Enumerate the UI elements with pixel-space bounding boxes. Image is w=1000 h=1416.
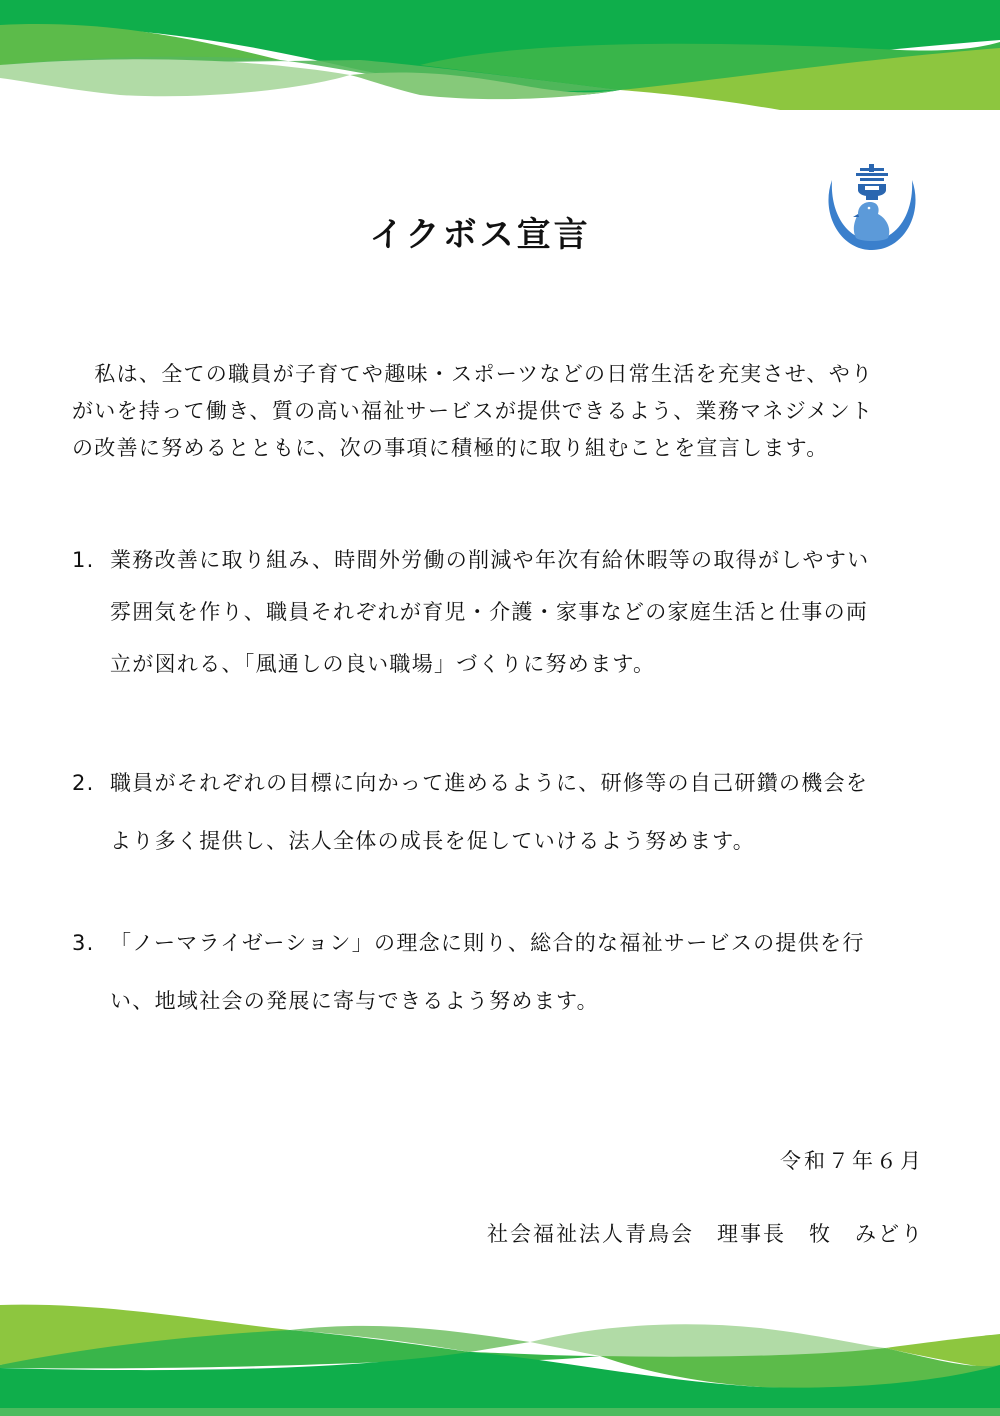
item-line: 立が図れる、「風通しの良い職場」づくりに努めます。 bbox=[110, 652, 656, 676]
item-line: い、地域社会の発展に寄与できるよう努めます。 bbox=[110, 989, 599, 1013]
signer-name: 社会福祉法人青鳥会 理事長 牧 みどり bbox=[487, 1222, 924, 1246]
intro-line: の改善に努めるとともに、次の事項に積極的に取り組むことを宣言します。 bbox=[72, 436, 829, 460]
item-number: 1. bbox=[72, 548, 95, 572]
item-line: 業務改善に取り組み、時間外労働の削減や年次有給休暇等の取得がしやすい bbox=[110, 548, 870, 572]
top-wave-decoration bbox=[0, 0, 1000, 110]
item-line: 雰囲気を作り、職員それぞれが育児・介護・家事などの家庭生活と仕事の両 bbox=[110, 600, 869, 624]
item-number: 2. bbox=[72, 771, 95, 795]
intro-line: がいを持って働き、質の高い福祉サービスが提供できるよう、業務マネジメント bbox=[72, 399, 874, 423]
declaration-item-2 bbox=[72, 754, 932, 870]
declaration-item-1 bbox=[72, 534, 932, 690]
page-title: イクボス宣言 bbox=[369, 215, 591, 255]
intro-paragraph bbox=[72, 356, 932, 467]
intro-line: 私は、全ての職員が子育てや趣味・スポーツなどの日常生活を充実させ、やり bbox=[72, 362, 874, 386]
declaration-item-3 bbox=[72, 914, 932, 1030]
item-line: 「ノーマライゼーション」の理念に則り、総合的な福祉サービスの提供を行 bbox=[110, 931, 865, 955]
declaration-date: 令和７年６月 bbox=[780, 1149, 924, 1173]
item-line: 職員がそれぞれの目標に向かって進めるように、研修等の自己研鑽の機会を bbox=[110, 771, 869, 795]
item-line: より多く提供し、法人全体の成長を促していけるよう努めます。 bbox=[110, 829, 756, 853]
item-number: 3. bbox=[72, 931, 95, 955]
bottom-wave-decoration bbox=[0, 1290, 1000, 1416]
